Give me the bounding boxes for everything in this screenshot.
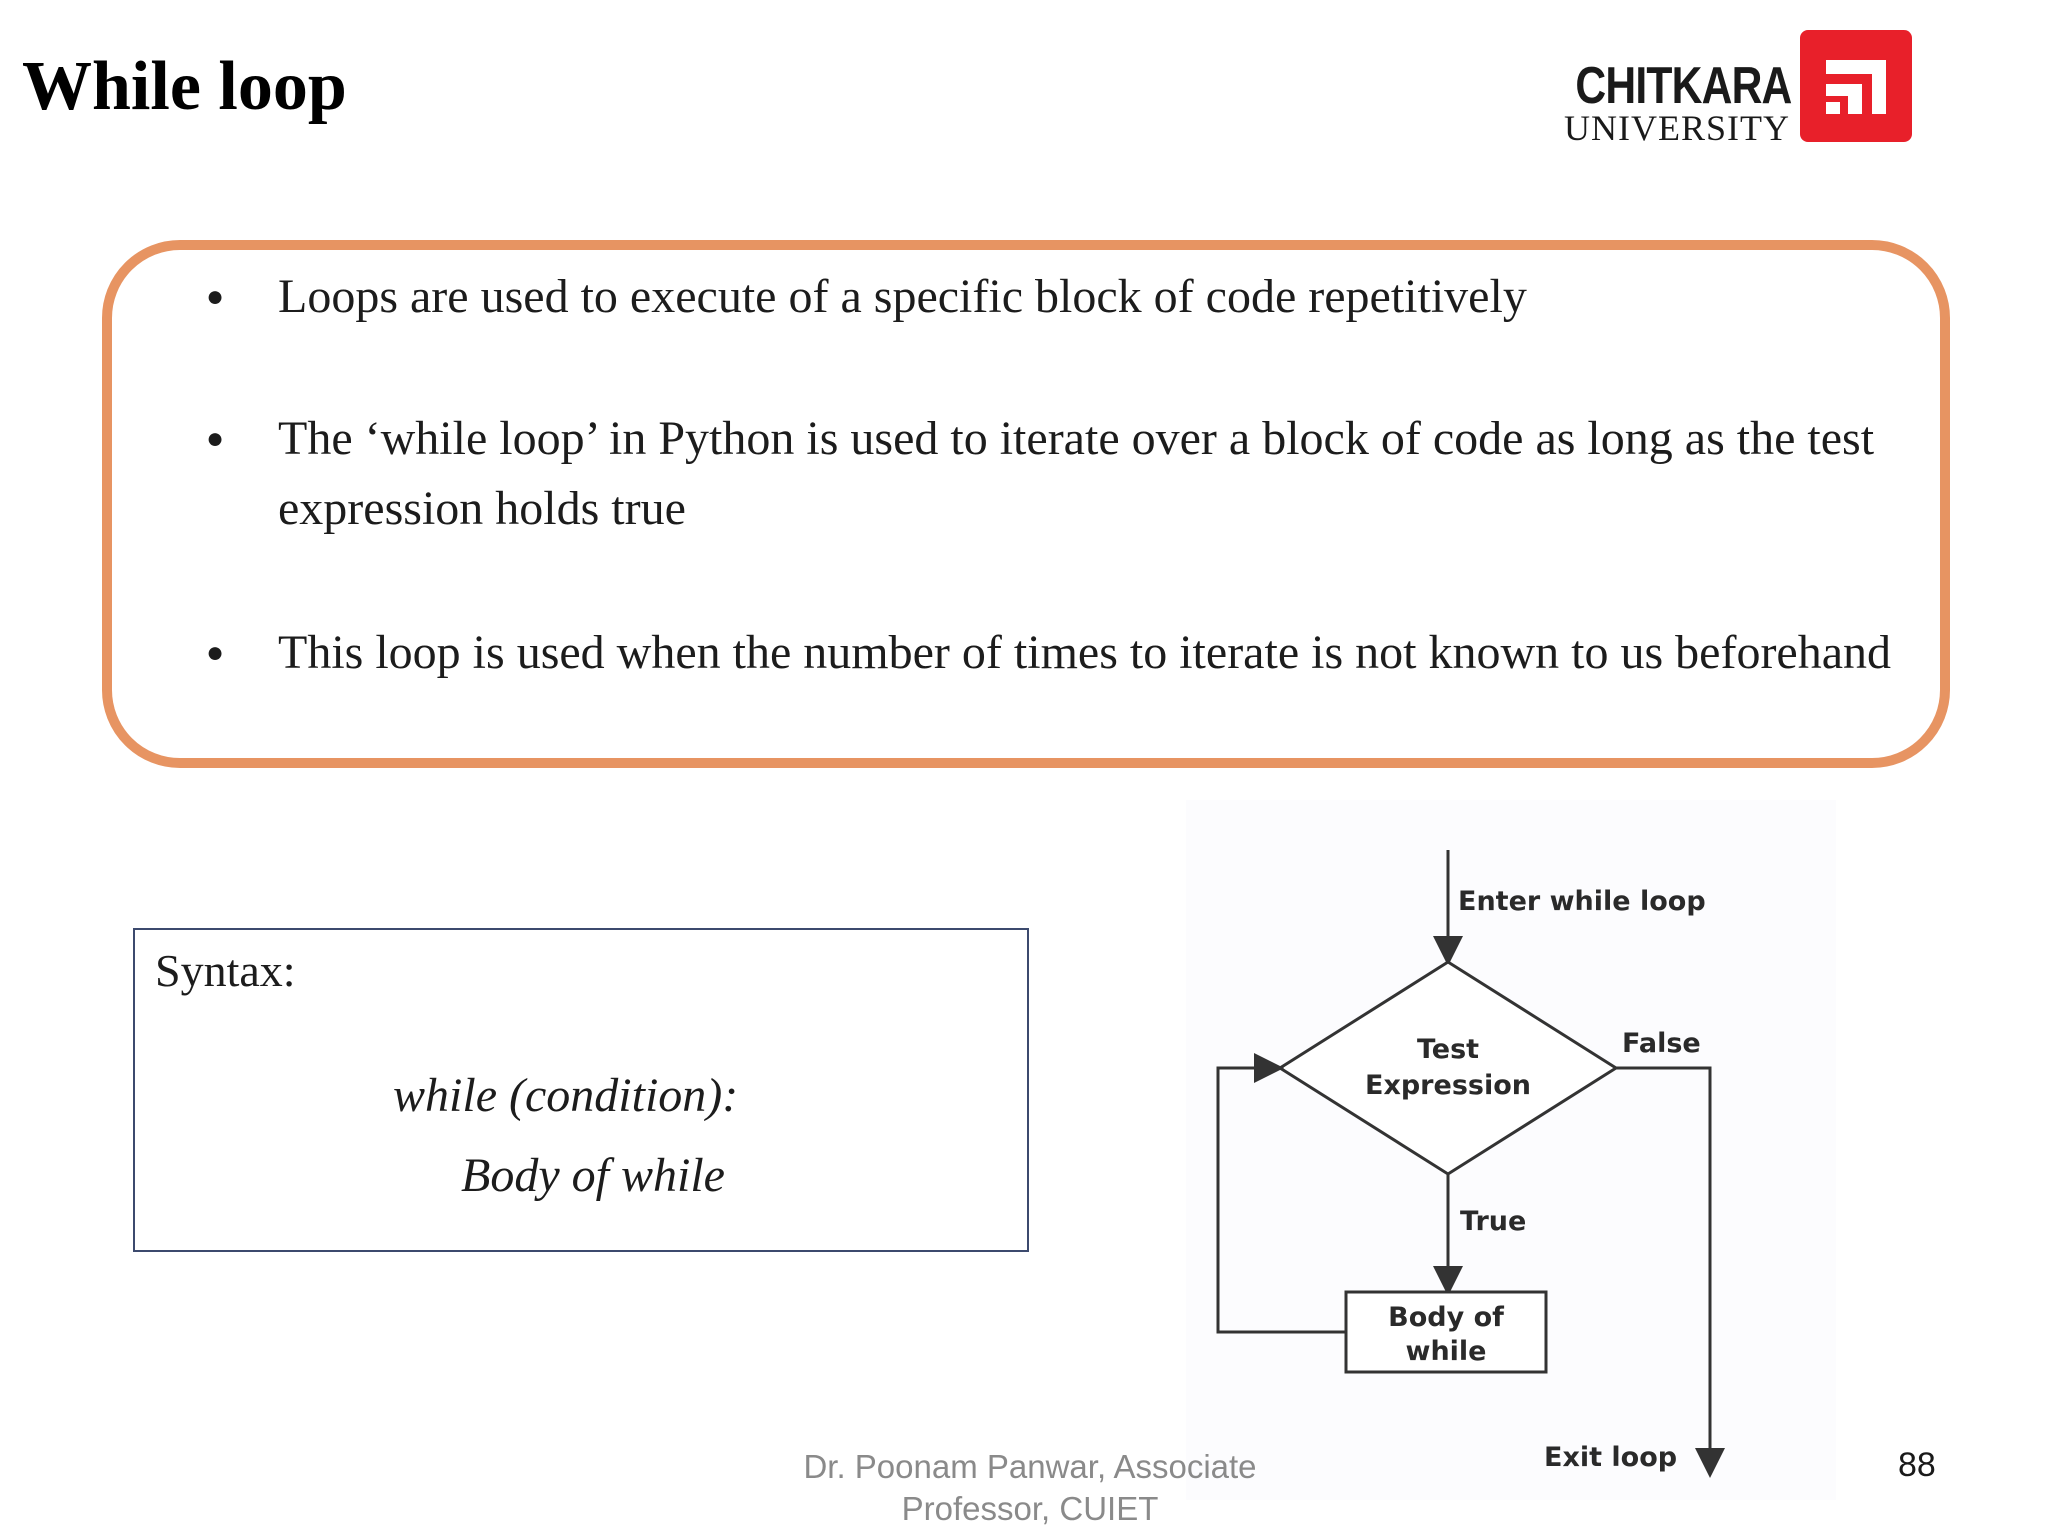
syntax-line-body: Body of while xyxy=(461,1149,725,1202)
while-loop-flowchart xyxy=(1186,800,1836,1500)
slide-title: While loop xyxy=(22,48,347,125)
loop-back-arrow xyxy=(1218,1068,1346,1332)
test-label-line2: Expression xyxy=(1365,1070,1531,1101)
bullet-item: ● Loops are used to execute of a specific block of code repetitively xyxy=(278,262,1918,332)
false-label: False xyxy=(1622,1028,1701,1059)
syntax-line-condition: while (condition): xyxy=(393,1069,739,1122)
test-expression-diamond xyxy=(1280,962,1616,1174)
body-label-line2: while xyxy=(1405,1336,1487,1367)
footer-author: Dr. Poonam Panwar, Associate Professor, CUIET xyxy=(803,1448,1257,1527)
bullet-item: ● The ‘while loop’ in Python is used to iterate over a block of code as long as the test expression holds true xyxy=(278,404,1918,544)
true-label: True xyxy=(1460,1206,1527,1237)
exit-label: Exit loop xyxy=(1544,1442,1678,1473)
body-label-line1: Body of xyxy=(1388,1302,1504,1333)
page-number: 88 xyxy=(1898,1446,1936,1484)
test-label-line1: Test xyxy=(1416,1034,1480,1065)
bullet-item: ● This loop is used when the number of times to iterate is not known to us beforehand xyxy=(278,618,1918,688)
enter-label: Enter while loop xyxy=(1458,886,1706,917)
chitkara-logo xyxy=(1564,30,1912,148)
logo-mark-icon xyxy=(1800,30,1912,142)
syntax-label: Syntax: xyxy=(155,945,296,996)
syntax-box xyxy=(133,928,1029,1252)
false-arrow xyxy=(1616,1068,1710,1472)
logo-subtitle: UNIVERSITY xyxy=(1564,108,1790,148)
logo-name: CHITKARA xyxy=(1575,57,1792,115)
